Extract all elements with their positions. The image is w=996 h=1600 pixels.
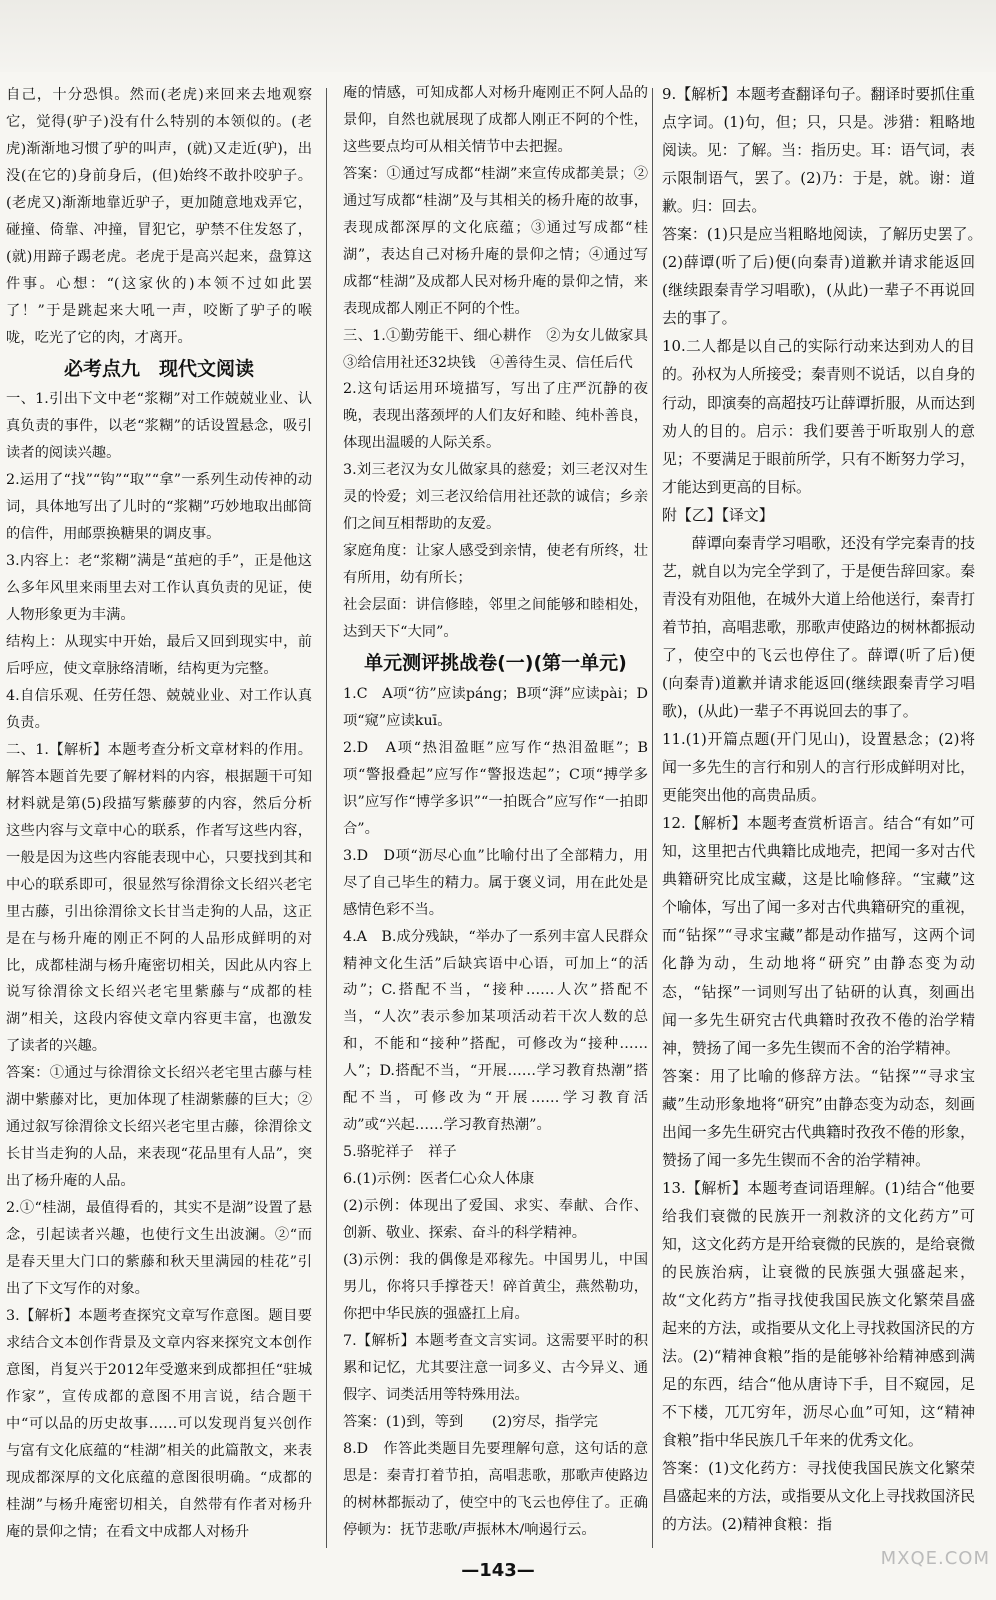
answer-paragraph: 二、1.【解析】本题考查分析文章材料的作用。解答本题首先要了解材料的内容，根据题干可知材料就是第(5)段描写紫藤萝的内容，然后分析这些内容与文章中心的联系，作者写这些内容，一般是因为这些内容能表现中心，只要找到其和中心的联系即可，很显然写徐渭徐文长绍兴老宅里古藤，引出徐渭徐文长甘当走狗的人品，这正是在与杨升庵的刚正不阿的人品形成鲜明的对比，成都桂湖与杨升庵密切相关，因此从内容上说写徐渭徐文长绍兴老宅里紫藤与“成都的桂湖”相关，这段内容使文章内容更丰富，也激发了读者的兴趣。	[6, 741, 312, 1055]
answer-paragraph: 答案：(1)只是应当粗略地阅读，了解历史罢了。 (2)薛谭(听了后)便(向秦青)道歉并请求能返回(继续跟秦青学习唱歌)，(从此)一辈子不再说回去的事了。	[662, 225, 990, 328]
answer-paragraph: 7.【解析】本题考查文言实词。这需要平时的积累和记忆，尤其要注意一词多义、古今异义、通假字、词类活用等特殊用法。	[343, 1332, 648, 1403]
answer-paragraph: 2.D A项“热泪盈眶”应写作“热泪盈眶”；B项“警报叠起”应写作“警报迭起”；C项“搏学多识”应写作“博学多识”“一拍既合”应写作“一拍即合”。	[343, 739, 648, 837]
page-top-edge	[0, 0, 996, 72]
section-heading: 必考点九 现代文阅读	[63, 357, 254, 380]
answer-paragraph: 答案：①通过写成都“桂湖”来宣传成都美景；②通过写成都“桂湖”及与其相关的杨升庵的故事，表现成都深厚的文化底蕴；③通过写成都“桂湖”，表达自己对杨升庵的景仰之情；④通过写成都“桂湖”及成都人民对杨升庵的景仰之情，来表现成都人刚正不阿的个性。	[343, 165, 648, 317]
answer-paragraph: 答案：(1)文化药方：寻找使我国民族文化繁荣昌盛起来的方法，或指要从文化上寻找救国济民的方法。(2)精神食粮：指	[662, 1459, 975, 1534]
answer-paragraph: 一、1.引出下文中老“浆糊”对工作兢兢业业、认真负责的事件，以老“浆糊”的话设置悬念，吸引读者的阅读兴趣。	[6, 391, 312, 462]
column-left	[6, 82, 312, 1545]
answer-paragraph: 答案：(1)到，等到 (2)穷尽，指学完	[343, 1413, 598, 1430]
answer-paragraph: 三、1.①勤劳能干、细心耕作 ②为女儿做家具 ③给信用社还32块钱 ④善待生灵、信任后代	[343, 327, 663, 371]
answer-paragraph: 2.运用了“找”“钩”“取”“拿”一系列生动传神的动词，具体地写出了儿时的“浆糊”巧妙地取出邮筒的信件，用邮票换糖果的调皮事。	[6, 472, 312, 543]
column-middle	[343, 80, 663, 1543]
answer-paragraph: 11.(1)开篇点题(开门见山)，设置悬念；(2)将闻一多先生的言行和别人的言行形成鲜明对比，更能突出他的高贵品质。	[662, 730, 975, 805]
answer-paragraph: 3.【解析】本题考查探究文章写作意图。题目要求结合文本创作背景及文章内容来探究文本创作意图，肖复兴于2012年受邀来到成都担任“驻城作家”，宣传成都的意图不用言说，结合题干中“可以品的历史故事……可以发现肖复兴创作与富有文化底蕴的“桂湖”相关的此篇散文，来表现成都深厚的文化底蕴的意图很明确。“成都的桂湖”与杨升庵密切相关，自然带有作者对杨升庵的景仰之情；在看文中成都人对杨升	[6, 1307, 312, 1540]
answer-paragraph: 10.二人都是以自己的实际行动来达到劝人的目的。孙权为人所接受；秦青则不说话，以自身的行动，即演奏的高超技巧让薛谭折服，从而达到劝人的目的。启示：我们要善于听取别人的意见；不要满足于眼前所学，只有不断努力学习，才能达到更高的目标。	[662, 337, 975, 496]
answer-paragraph: 2.①“桂湖，最值得看的，其实不是湖”设置了悬念，引起读者兴趣，也使行文生出波澜。②“而是春天里大门口的紫藤和秋天里满园的桂花”引出了下文写作的对象。	[6, 1200, 312, 1297]
answer-paragraph: 12.【解析】本题考查赏析语言。结合“有如”可知，这里把古代典籍比成地壳，把闻一多对古代典籍研究比成宝藏，这是比喻修辞。“宝藏”这个喻体，写出了闻一多对古代典籍研究的重视，而“钻探”“寻求宝藏”都是动作描写，这两个词化静为动，生动地将“研究”由静态变为动态，“钻探”一词则写出了钻研的认真，刻画出闻一多先生研究古代典籍时孜孜不倦的治学精神，赞扬了闻一多先生锲而不舍的治学精神。	[662, 814, 975, 1057]
answer-paragraph: 结构上：从现实中开始，最后又回到现实中，前后呼应，使文章脉络清晰，结构更为完整。	[6, 634, 312, 678]
answer-paragraph: 13.【解析】本题考查词语理解。(1)结合“他要给我们衰微的民族开一剂救济的文化药方”可知，这文化药方是开给衰微的民族的，是给衰微的民族治病，让衰微的民族强大强盛起来，故“文化药方”指寻找使我国民族文化繁荣昌盛起来的方法，或指要从文化上寻找救国济民的方法。(2)“精神食粮”指的是能够补给精神感到满足的东西，结合“他从唐诗下手，目不窥园，足不下楼，兀兀穷年，沥尽心血”可知，这“精神食粮”指中华民族几千年来的优秀文化。	[662, 1178, 975, 1450]
answer-paragraph: 庵的情感，可知成都人对杨升庵刚正不阿人品的景仰，自然也就展现了成都人刚正不阿的个性，这些要点均可从相关情节中去把握。	[343, 85, 648, 155]
answer-paragraph: 3.刘三老汉为女儿做家具的慈爱；刘三老汉对生灵的怜爱；刘三老汉给信用社还款的诚信；乡亲们之间互相帮助的友爱。	[343, 462, 648, 533]
answer-paragraph: (2)示例：体现出了爱国、求实、奉献、合作、创新、敬业、探索、奋斗的科学精神。	[343, 1198, 648, 1242]
answer-paragraph: 3.内容上：老“浆糊”满是“茧疤的手”，正是他这么多年风里来雨里去对工作认真负责的见证，使人物形象更为丰满。	[6, 553, 312, 624]
answer-paragraph: 4.自信乐观、任劳任怨、兢兢业业、对工作认真负责。	[6, 687, 312, 731]
answer-paragraph: 1.C A项“彷”应读páng；B项“湃”应读pài；D项“窥”应读kuī。	[343, 685, 648, 729]
column-divider	[326, 88, 327, 1548]
answer-paragraph: 4.A B.成分残缺，“举办了一系列丰富人民群众精神文化生活”后缺宾语中心语，可加上“的活动”；C.搭配不当，“接种……人次”搭配不当，“人次”表示参加某项活动若干次人数的总和，不能和“接种”搭配，可修改为“接种……人”；D.搭配不当，“开展……学习教育热潮”搭配不当，可修改为“开展……学习教育活动”或“兴起……学习教育热潮”。	[343, 928, 648, 1134]
answer-paragraph: 社会层面：讲信修睦，邻里之间能够和睦相处，达到天下“大同”。	[343, 597, 648, 641]
answer-paragraph: 8.D 作答此类题目先要理解句意，这句话的意思是：秦青打着节拍，高唱悲歌，那歌声使路边的树林都振动了，使空中的飞云也停住了。正确停顿为：抚节悲歌/声振林木/响遏行云。	[343, 1440, 648, 1538]
answer-paragraph: 5.骆驼祥子 祥子	[343, 1144, 457, 1161]
answer-paragraph: 附【乙】【译文】	[662, 505, 774, 524]
section-heading: 单元测评挑战卷(一)(第一单元)	[364, 652, 627, 675]
answer-paragraph: 家庭角度：让家人感受到亲情，使老有所终，壮有所用，幼有所长；	[343, 543, 648, 587]
answer-paragraph: (3)示例：我的偶像是邓稼先。中国男儿，中国男儿，你将只手撑苍天！碎首黄尘，燕然勒功，你把中华民族的强盛扛上肩。	[343, 1251, 648, 1322]
answer-paragraph: 薛谭向秦青学习唱歌，还没有学完秦青的技艺，就自以为完全学到了，于是便告辞回家。秦青没有劝阻他，在城外大道上给他送行，秦青打着节拍，高唱悲歌，那歌声使路边的树林都振动了，使空中的飞云也停住了。薛谭(听了后)便(向秦青)道歉并请求能返回(继续跟秦青学习唱歌)，(从此)一辈子不再说回去的事了。	[662, 533, 975, 721]
answer-paragraph: 3.D D项“沥尽心血”比喻付出了全部精力，用尽了自己毕生的精力。属于褒义词，用在此处是感情色彩不当。	[343, 847, 648, 918]
answer-paragraph: 2.这句话运用环境描写，写出了庄严沉静的夜晚，表现出落颈坪的人们友好和睦、纯朴善良，体现出温暖的人际关系。	[343, 381, 648, 452]
answer-paragraph: 自己，十分恐惧。然而(老虎)来回来去地观察它，觉得(驴子)没有什么特别的本领似的。(老虎)渐渐地习惯了驴的叫声，(就)又走近(驴)，出没(在它的)身前身后，(但)始终不敢扑咬驴子。(老虎又)渐渐地靠近驴子，更加随意地戏弄它，碰撞、倚靠、冲撞，冒犯它，驴禁不住发怒了，(就)用蹄子踢老虎。老虎于是高兴起来，盘算这件事。心想：“(这家伙的)本领不过如此罢了！”于是跳起来大吼一声，咬断了驴子的喉咙，吃光了它的肉，才离开。	[6, 87, 312, 346]
column-right	[662, 80, 990, 1538]
answer-paragraph: 答案：用了比喻的修辞方法。“钻探”“寻求宝藏”生动形象地将“研究”由静态变为动态，刻画出闻一多先生研究古代典籍时孜孜不倦的形象，赞扬了闻一多先生锲而不舍的治学精神。	[662, 1066, 975, 1169]
page-number: —143—	[461, 1560, 535, 1581]
answer-paragraph: 答案：①通过与徐渭徐文长绍兴老宅里古藤与桂湖中紫藤对比，更加体现了桂湖紫藤的巨大；②通过叙写徐渭徐文长绍兴老宅里古藤，徐渭徐文长甘当走狗的人品，来表现“花品里有人品”，突出了杨升庵的人品。	[6, 1065, 312, 1190]
answer-paragraph: 6.(1)示例：医者仁心众人体康	[343, 1171, 535, 1188]
answer-paragraph: 9.【解析】本题考查翻译句子。翻译时要抓住重点字词。(1)句，但；只，只是。涉猎：粗略地阅读。见：了解。当：指历史。耳：语气词，表示限制语气，罢了。(2)乃：于是，就。谢：道歉。归：回去。	[662, 85, 975, 216]
watermark: MXQE.COM	[880, 1548, 990, 1569]
column-divider	[652, 88, 653, 1548]
